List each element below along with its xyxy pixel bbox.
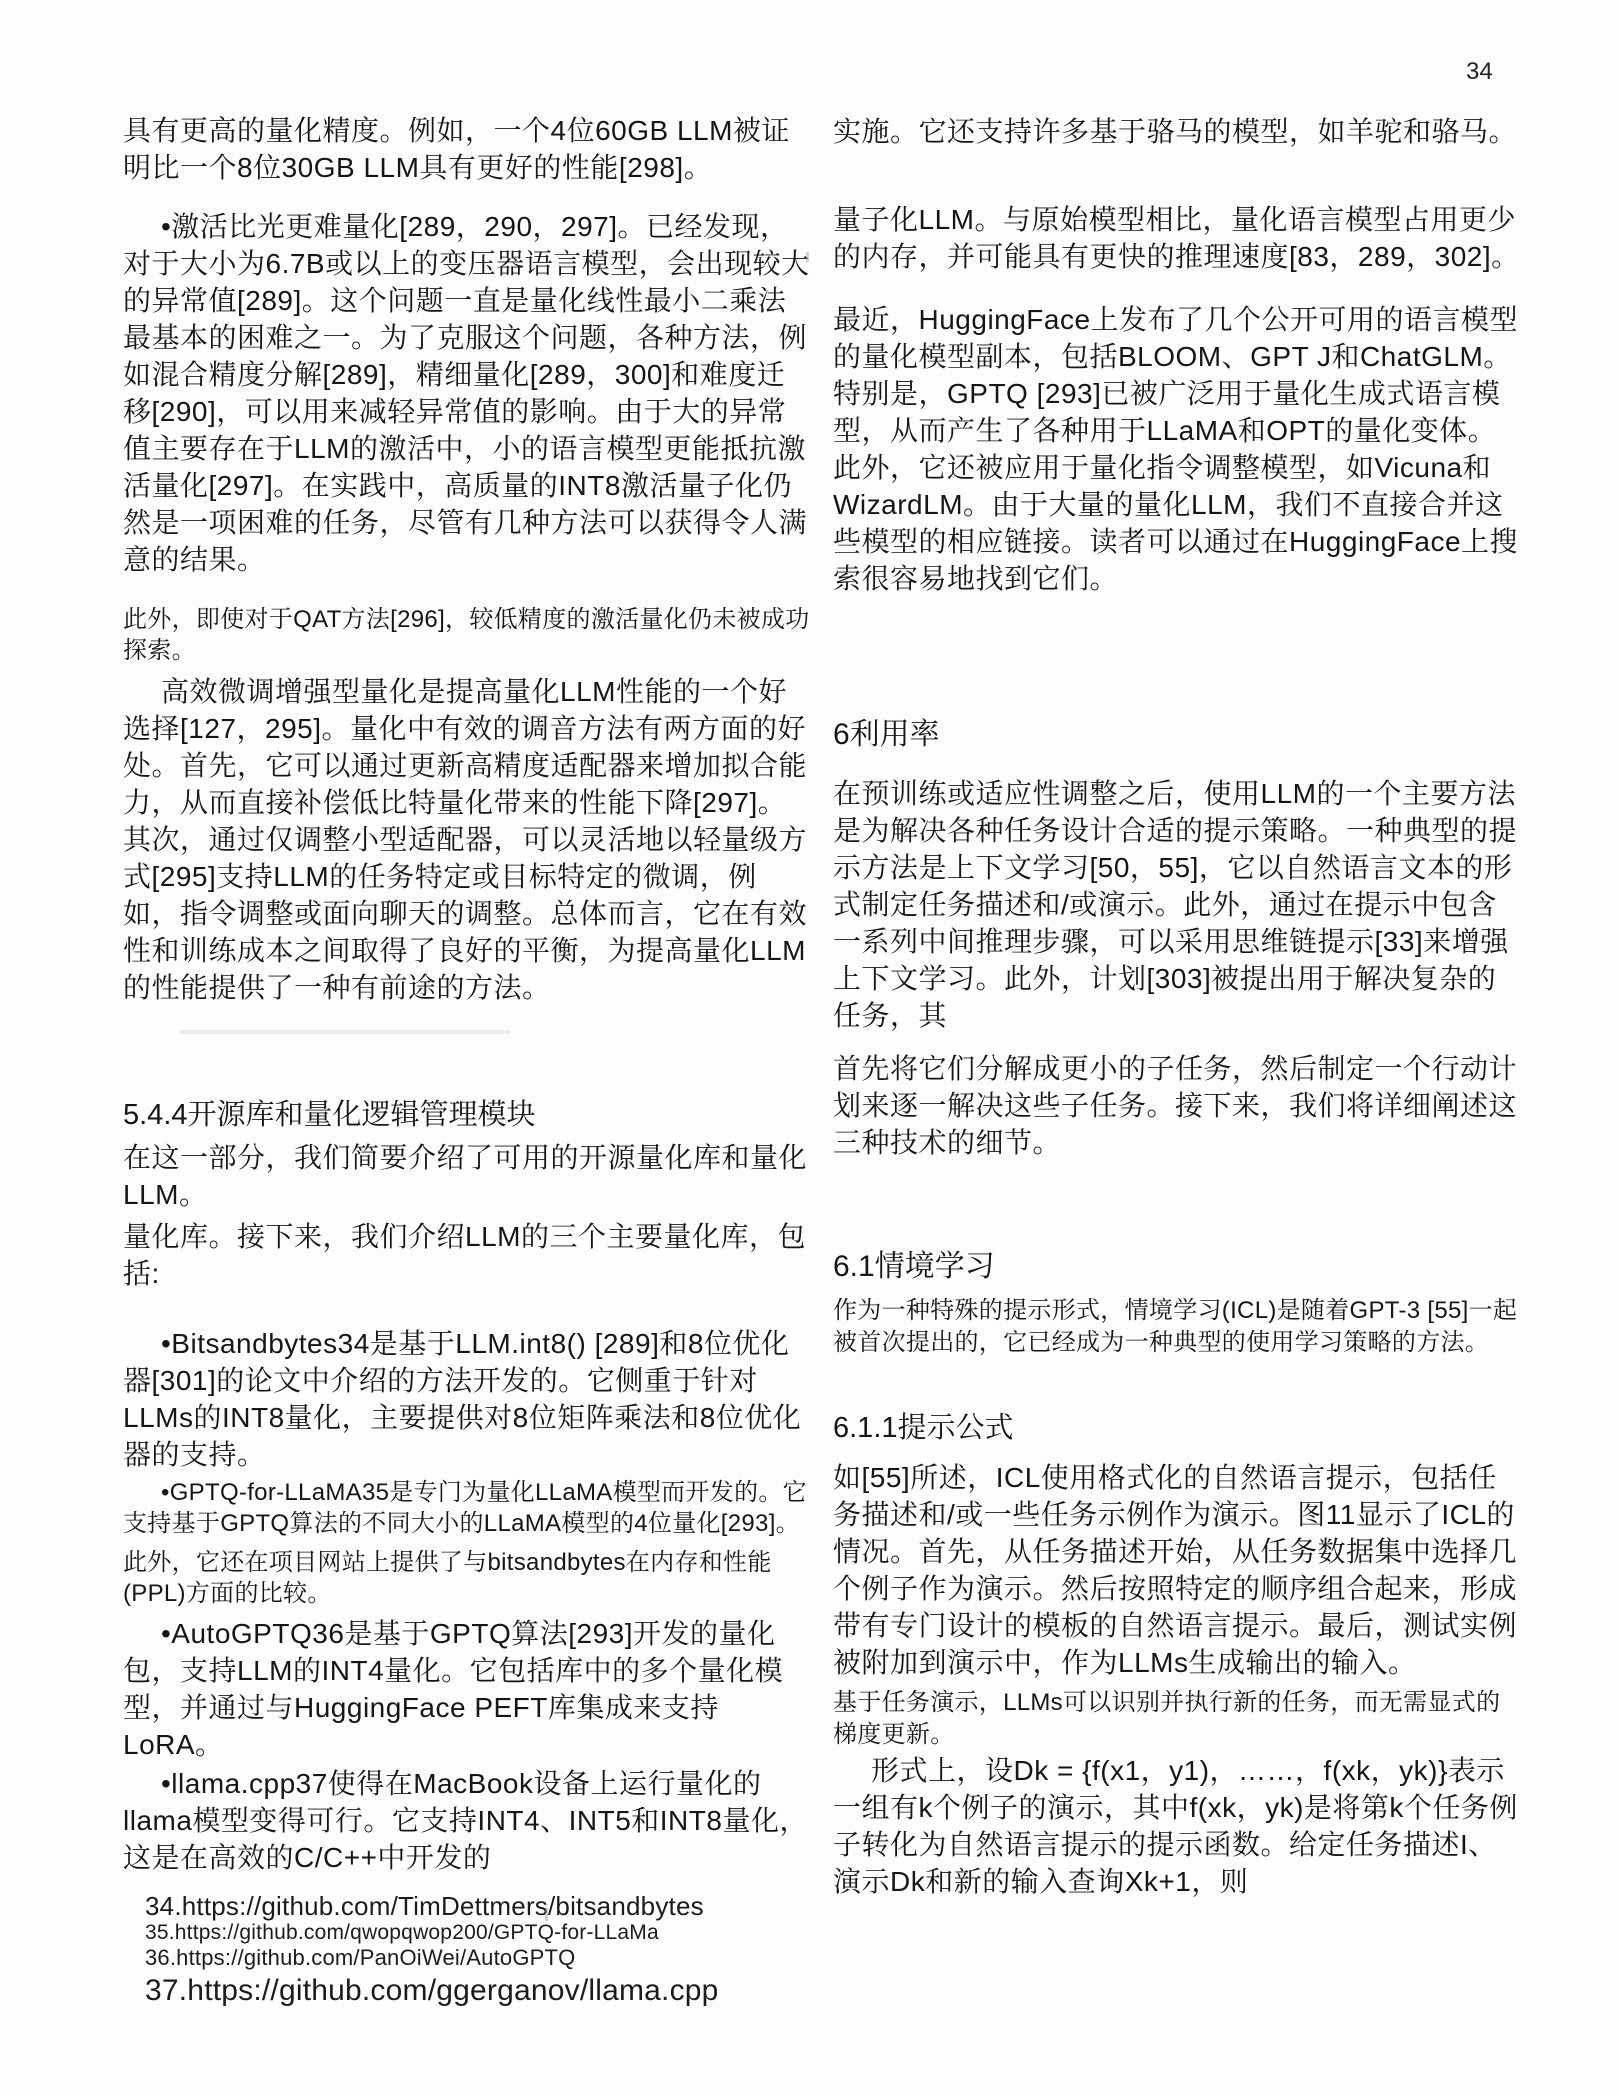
- paragraph-subtask-planning: 首先将它们分解成更小的子任务，然后制定一个行动计划来逐一解决这些子任务。接下来，我们将详细阐述这三种技术的细节。: [833, 1053, 1518, 1158]
- bullet-paragraph-activation-quantization: •激活比光更难量化[289，290，297]。已经发现，对于大小为6.7B或以上的变压器语言模型，会出现较大的异常值[289]。这个问题一直是量化线性最小二乘法最基本的困难之一。为了克服这个问题，各种方法，例如混合精度分解[289]，精细量化[289，300]和难度迁移[290]，可以用来减轻异常值的影响。由于大的异常值主要存在于LLM的激活中，小的语言模型更能抵抗激活量化[297]。在实践中，高质量的INT8激活量子化仍然是一项困难的任务，尽管有几种方法可以获得令人满意的结果。: [123, 211, 810, 575]
- footnote-34: 34.https://github.com/TimDettmers/bitsandbytes: [145, 1891, 704, 1921]
- paragraph-formal-definition: 形式上，设Dk = {f(x1，y1)，……，f(xk，yk)}表示一组有k个例子的演示，其中f(xk，yk)是将第k个任务例子转化为自然语言提示的提示函数。给定任务描述I、演示Dk和新的输入查询Xk+1，则: [833, 1755, 1518, 1897]
- section-heading-5-4-4: 5.4.4开源库和量化逻辑管理模块: [123, 1099, 536, 1131]
- section-heading-6-1-icl: 6.1情境学习: [833, 1250, 995, 1283]
- bullet-paragraph-llama-cpp: •llama.cpp37使得在MacBook设备上运行量化的llama模型变得可行。它支持INT4、INT5和INT8量化，这是在高效的C/C++中开发的: [123, 1768, 808, 1873]
- paragraph: 具有更高的量化精度。例如，一个4位60GB LLM被证明比一个8位30GB LLM具有更好的性能[298]。: [123, 115, 790, 183]
- scan-artifact: [180, 1030, 510, 1034]
- section-heading-6-1-1-prompt-formulation: 6.1.1提示公式: [833, 1412, 1014, 1444]
- paragraph-intro: 在这一部分，我们简要介绍了可用的开源量化库和量化LLM。: [123, 1142, 808, 1210]
- paragraph-quantization-libraries: 量化库。接下来，我们介绍LLM的三个主要量化库，包括:: [123, 1221, 806, 1289]
- bullet-paragraph-bitsandbytes: •Bitsandbytes34是基于LLM.int8() [289]和8位优化器[301]的论文中介绍的方法开发的。它侧重于针对LLMs的INT8量化，主要提供对8位矩阵乘法和8位优化器的支持。: [123, 1328, 802, 1470]
- bullet-paragraph-autogptq: •AutoGPTQ36是基于GPTQ算法[293]开发的量化包，支持LLM的INT4量化。它包括库中的多个量化模型，并通过与HuggingFace PEFT库集成来支持LoRA。: [123, 1618, 784, 1760]
- footnote-35: 35.https://github.com/qwopqwop200/GPTQ-for-LLaMa: [145, 1921, 659, 1944]
- paragraph-huggingface-models: 最近，HuggingFace上发布了几个公开可用的语言模型的量化模型副本，包括BLOOM、GPT J和ChatGLM。特别是，GPTQ [293]已被广泛用于量化生成式语言模型，从而产生了各种用于LLaMA和OPT的量化变体。此外，它还被应用于量化指令调整模型，如Vicuna和WizardLM。由于大量的量化LLM，我们不直接合并这些模型的相应链接。读者可以通过在HuggingFace上搜索很容易地找到它们。: [833, 304, 1519, 594]
- paragraph-icl-formulation: 如[55]所述，ICL使用格式化的自然语言提示，包括任务描述和/或一些任务示例作为演示。图11显示了ICL的情况。首先，从任务描述开始，从任务数据集中选择几个例子作为演示。然后按照特定的顺序组合起来，形成带有专门设计的模板的自然语言提示。最后，测试实例被附加到演示中，作为LLMs生成输出的输入。: [833, 1462, 1518, 1678]
- paragraph-quantized-llm: 量子化LLM。与原始模型相比，量化语言模型占用更少的内存，并可能具有更快的推理速度[83，289，302]。: [833, 204, 1520, 272]
- footnotes: [123, 1892, 813, 2011]
- paragraph-icl-intro: 作为一种特殊的提示形式，情境学习(ICL)是随着GPT-3 [55]一起被首次提出的，它已经成为一种典型的使用学习策略的方法。: [833, 1297, 1518, 1356]
- paragraph-efficient-finetuning: 高效微调增强型量化是提高量化LLM性能的一个好选择[127，295]。量化中有效的调音方法有两方面的好处。首先，它可以通过更新高精度适配器来增加拟合能力，从而直接补偿低比特量化带来的性能下降[297]。其次，通过仅调整小型适配器，可以灵活地以轻量级方式[295]支持LLM的任务特定或目标特定的微调，例如，指令调整或面向聊天的调整。总体而言，它在有效性和训练成本之间取得了良好的平衡，为提高量化LLM的性能提供了一种有前途的方法。: [123, 676, 808, 1003]
- scan-artifact: [806, 252, 809, 262]
- footnote-36: 36.https://github.com/PanOiWei/AutoGPTQ: [145, 1945, 576, 1970]
- paragraph-prompting-strategies: 在预训练或适应性调整之后，使用LLM的一个主要方法是为解决各种任务设计合适的提示策略。一种典型的提示方法是上下文学习[50，55]，它以自然语言文本的形式制定任务描述和/或演示。此外，通过在提示中包含一系列中间推理步骤，可以采用思维链提示[33]来增强上下文学习。此外，计划[303]被提出用于解决复杂的任务，其: [833, 778, 1518, 1031]
- scan-artifact: [545, 1908, 548, 1921]
- paragraph-ppl-comparison: 此外，它还在项目网站上提供了与bitsandbytes在内存和性能(PPL)方面的比较。: [123, 1549, 772, 1607]
- left-column: [123, 112, 813, 2011]
- paragraph-qat-note: 此外，即使对于QAT方法[296]，较低精度的激活量化仍未被成功探索。: [123, 606, 810, 664]
- page-number: 34: [1466, 58, 1493, 85]
- bullet-paragraph-gptq-for-llama: •GPTQ-for-LLaMA35是专门为量化LLaMA模型而开发的。它支持基于GPTQ算法的不同大小的LLaMA模型的4位量化[293]。: [123, 1479, 807, 1537]
- footnote-37: 37.https://github.com/ggerganov/llama.cpp: [145, 1974, 719, 2007]
- section-heading-6-utilization: 6利用率: [833, 718, 940, 751]
- paragraph-task-demonstrations: 基于任务演示，LLMs可以识别并执行新的任务，而无需显式的梯度更新。: [833, 1689, 1501, 1748]
- paragraph-implementation: 实施。它还支持许多基于骆马的模型，如羊驼和骆马。: [833, 116, 1518, 147]
- right-column: [833, 113, 1523, 1900]
